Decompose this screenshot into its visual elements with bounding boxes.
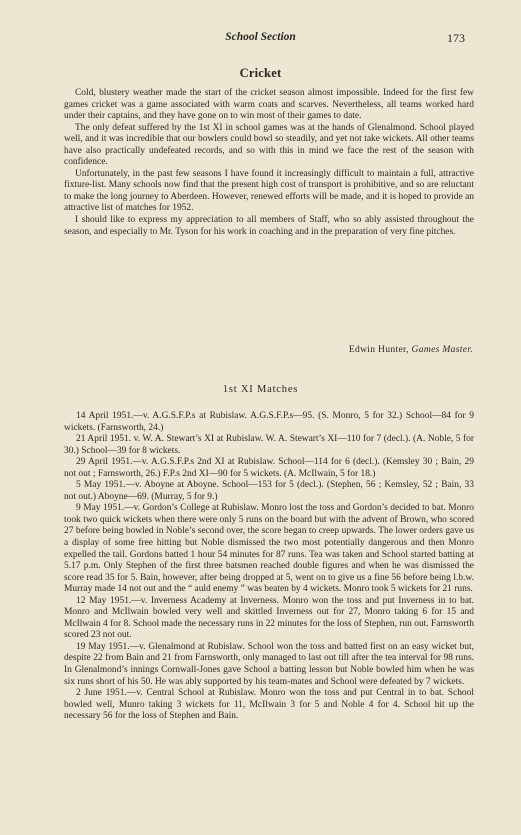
match-entry: 19 May 1951.—v. Glenalmond at Rubislaw. School won the toss and batted first on an easy wicket but, despite 22 from Bain and 21 from Farnsworth, only managed to last out till after the tea interval for 98 runs. In Glenalmond’s innings Cornwall-Jones gave School a batting lesson but Noble bowled him when he was six runs short of his 50. He was ably supported by his team-mates and School were defeated by 7 wickets. [64, 641, 474, 687]
page-number: 173 [447, 31, 465, 45]
match-entry: 14 April 1951.—v. A.G.S.F.P.s at Rubislaw. A.G.S.F.P.s—95. (S. Monro, 5 for 32.) School—84 for 9 wickets. (Farnsworth, 24.) [64, 411, 474, 433]
matches-list [64, 411, 474, 723]
signature-name: Edwin Hunter, [348, 344, 409, 355]
section-title: School Section [225, 31, 296, 43]
match-entry: 5 May 1951.—v. Aboyne at Aboyne. School—153 for 5 (decl.). (Stephen, 56 ; Kemsley, 52 ; Bain, 33 not out.) Aboyne—69. (Murray, 5 for 9.) [64, 480, 474, 502]
match-entry: 2 June 1951.—v. Central School at Rubislaw. Monro won the toss and put Central in to bat. School bowled well, Munro taking 3 wickets for 11, McIlwain 3 for 5 and Noble 4 for 4. School hit up the necessary 56 for the loss of Stephen and Bain. [64, 688, 474, 722]
article-paragraph: I should like to express my appreciation to all members of Staff, who so ably assisted throughout the season, and especially to Mr. Tyson for his work in coaching and in the preparation of very fine pitches. [64, 215, 474, 237]
page-header [0, 31, 521, 47]
match-entry: 21 April 1951. v. W. A. Stewart’s XI at Rubislaw. W. A. Stewart’s XI—110 for 7 (decl.). (A. Noble, 5 for 30.) School—39 for 8 wickets. [64, 434, 474, 456]
article-paragraph: Unfortunately, in the past few seasons I have found it increasingly difficult to maintain a full, attractive fixture-list. Many schools now find that the present high cost of transport is prohibitive, and so are reluctant to make the long journey to Aberdeen. However, renewed efforts will be made, and it is hoped to provide an attractive list of matches for 1952. [64, 168, 474, 214]
matches-heading: 1st XI Matches [222, 384, 299, 395]
article-paragraph: Cold, blustery weather made the start of the cricket season almost impossible. Indeed for the first few games cricket was a game associated with warm coats and scarves. Nevertheless, all teams worked hard under their captains, and they have gone on to win most of their games to date. [64, 88, 474, 122]
match-entry: 9 May 1951.—v. Gordon’s College at Rubislaw. Monro lost the toss and Gordon’s decided to bat. Monro took two quick wickets when there were only 5 runs on the board but with the advent of Brown, who scored 27 before being bowled in Noble’s second over, the score began to creep upwards. The lower orders gave us a display of some free hitting but Noble dismissed the two most potentially dangerous and then Monro expelled the tail. Gordons batted 1 hour 54 minutes for 87 runs. Tea was taken and School started batting at 5.17 p.m. Only Stephen of the first three batsmen reached double figures and when he was dismissed the score read 35 for 5. Bain, however, after being dropped at 5, went on to give us a fine 56 before being l.b.w. Murray made 14 not out and the “ auld enemy ” was beaten by 4 wickets. Monro took 5 wickets for 21 runs. [64, 503, 474, 595]
article-title: Cricket [239, 66, 282, 80]
match-entry: 29 April 1951.—v. A.G.S.F.P.s 2nd XI at Rubislaw. School—114 for 6 (decl.). (Kemsley 30 ; Bain, 29 not out ; Farnsworth, 26.) F.P.s 2nd XI—90 for 5 wickets. (A. McIlwain, 5 for 18.) [64, 457, 474, 479]
article-paragraph: The only defeat suffered by the 1st XI in school games was at the hands of Glenalmond. School played well, and it was incredible that our bowlers could bowl so steadily, and yet not take wickets. All other teams have also practically undefeated records, and so with this in mind we face the rest of the season with confidence. [64, 122, 474, 168]
article-body [64, 88, 474, 238]
signature-title: Games Master. [411, 344, 473, 355]
signature [349, 344, 473, 355]
match-entry: 12 May 1951.—v. Inverness Academy at Inverness. Monro won the toss and put Inverness in to bat. Monro and McIlwain bowled very well and skittled Inverness out for 27, Monro taking 6 for 15 and McIlwain 4 for 8. School made the necessary runs in 22 minutes for the loss of Stephen, run out. Farnsworth scored 23 not out. [64, 595, 474, 641]
